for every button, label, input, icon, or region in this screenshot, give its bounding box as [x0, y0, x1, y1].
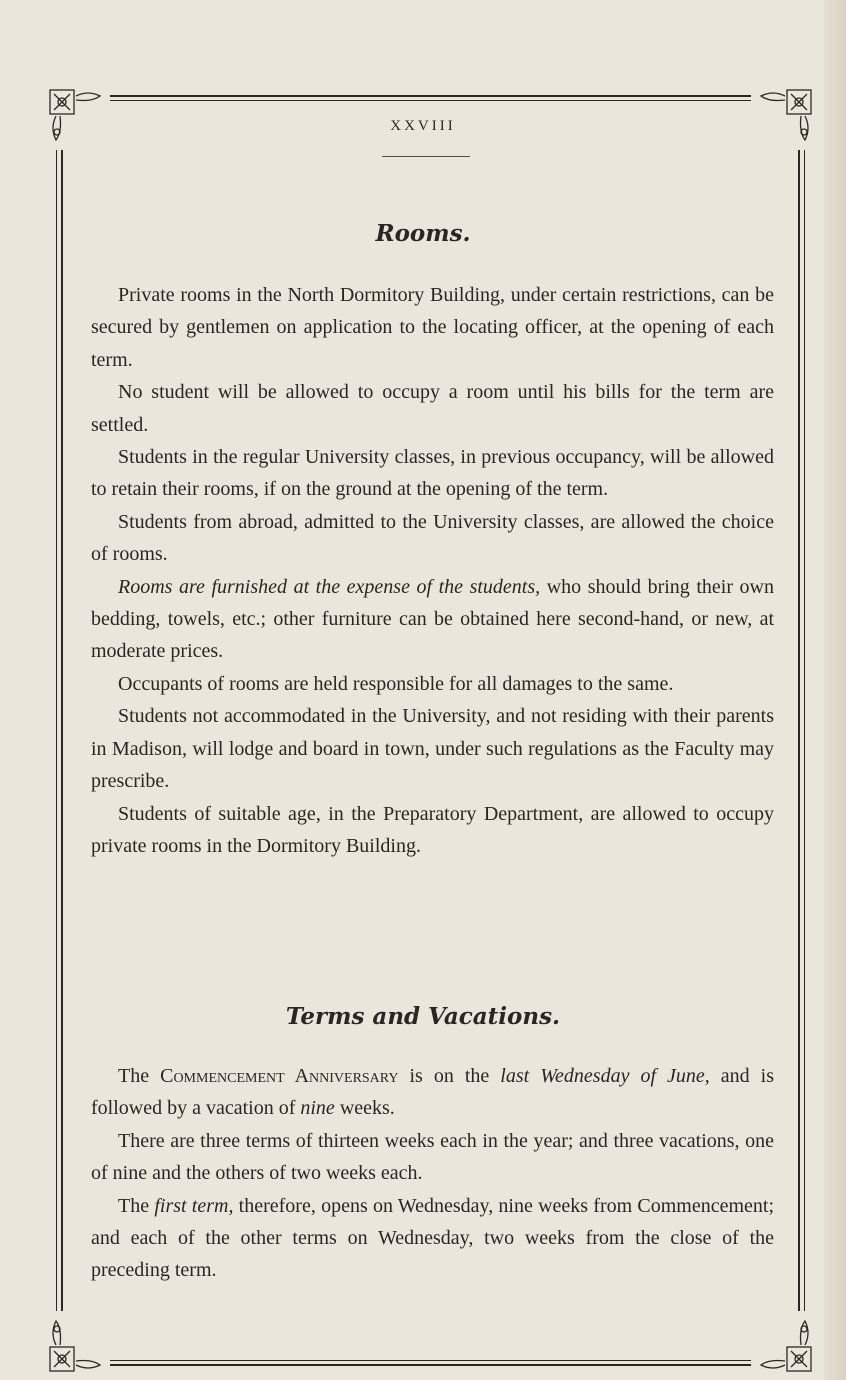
text-run: and is followed by a vacation of	[91, 1065, 775, 1120]
text-run: The	[118, 1194, 155, 1217]
paragraph: There are three terms of thirteen weeks each in the year; and three vacations, one of nine and the others of two weeks each.	[91, 1129, 774, 1185]
text-run: weeks.	[334, 1097, 395, 1120]
paragraph: Students in the regular University classes, in previous occupancy, will be allowed to retain their rooms, if on the ground at the opening of the term.	[91, 446, 774, 501]
section-heading-terms: Terms and Vacations.	[285, 1003, 561, 1030]
italic-phrase: first term,	[154, 1194, 234, 1217]
paragraph	[91, 571, 774, 668]
section-heading-rooms: Rooms.	[375, 220, 471, 247]
italic-phrase: nine	[300, 1097, 335, 1120]
border-rule	[110, 95, 751, 97]
border-rule	[61, 150, 63, 1311]
page-number: XXVIII	[390, 118, 456, 134]
italic-phrase: Rooms are furnished at the expense of the students,	[118, 575, 541, 598]
small-caps-phrase: Commencement Anniversary	[160, 1065, 399, 1087]
border-rule	[56, 150, 57, 1311]
rooms-section	[91, 279, 774, 862]
italic-phrase: last Wednesday of June,	[500, 1065, 710, 1087]
folio-rule	[382, 156, 470, 157]
border-rule	[798, 150, 800, 1311]
border-rule	[110, 1364, 751, 1366]
paragraph: Occupants of rooms are held responsible for all damages to the same.	[118, 672, 674, 695]
border-rule	[110, 100, 751, 101]
paragraph: Private rooms in the North Dormitory Building, under certain restrictions, can be secured by gentlemen on application to the locating officer, at the opening of each term.	[91, 284, 774, 371]
paragraph	[91, 1190, 774, 1287]
paragraph	[91, 1060, 774, 1125]
paragraph: Students not accommodated in the University, and not residing with their parents in Madison, will lodge and board in town, under such regulations as the Faculty may prescribe.	[91, 705, 774, 793]
paragraph: No student will be allowed to occupy a room until his bills for the term are settled.	[91, 381, 774, 436]
text-run: is on the	[398, 1065, 501, 1087]
corner-ornament-icon	[48, 1311, 112, 1373]
page-edge	[824, 0, 846, 1380]
border-rule	[110, 1360, 751, 1361]
corner-ornament-icon	[749, 1311, 813, 1373]
paragraph: Students from abroad, admitted to the University classes, are allowed the choice of rooms.	[91, 510, 774, 566]
paragraph: Students of suitable age, in the Preparatory Department, are allowed to occupy private rooms in the Dormitory Building.	[91, 802, 774, 857]
text-run: The	[118, 1065, 161, 1087]
terms-section	[91, 1060, 774, 1287]
text-run: therefore, opens on Wednesday, nine weeks from Commencement; and each of the other terms on Wednesday, two weeks from the close of the preceding term.	[91, 1194, 775, 1282]
border-rule	[804, 150, 805, 1311]
text-run: who should bring their own bedding, towels, etc.; other furniture can be obtained here second-hand, or new, at moderate prices.	[91, 575, 775, 663]
